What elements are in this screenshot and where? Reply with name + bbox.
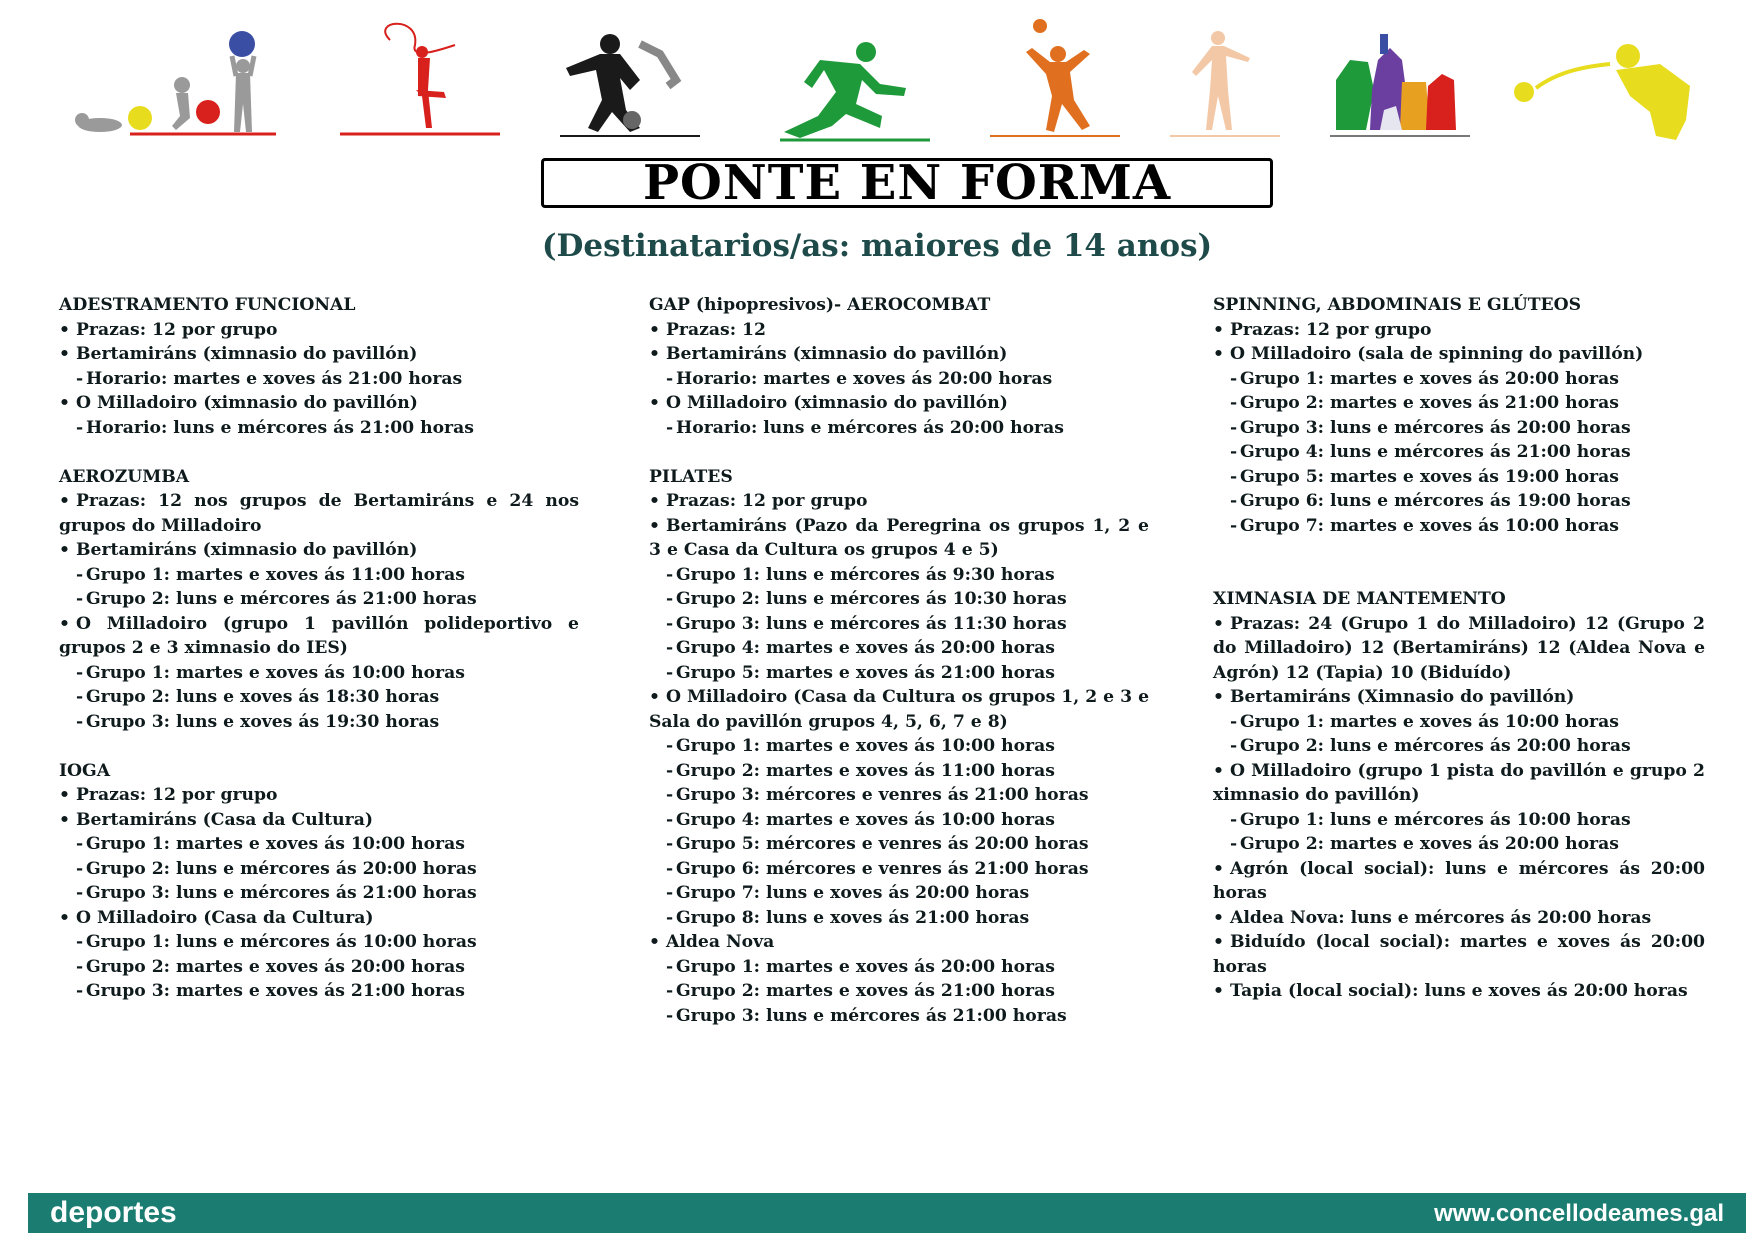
schedule-line (649, 857, 1149, 882)
location-bullet (649, 930, 1149, 955)
bullet-icon: • (59, 319, 70, 340)
dash-icon: - (1230, 393, 1238, 413)
location-bullet (649, 318, 1149, 343)
activity-section (649, 293, 1149, 440)
line-text: O Milladoiro (grupo 1 pista do pavillón e grupo 2 ximnasio do pavillón) (1213, 760, 1705, 805)
location-bullet (649, 342, 1149, 367)
line-text: O Milladoiro (grupo 1 pavillón polideportivo e grupos 2 e 3 ximnasio do IES) (59, 613, 579, 658)
location-bullet (1213, 342, 1705, 367)
schedule-line (1213, 489, 1705, 514)
football-player-icon (560, 34, 700, 136)
dash-icon: - (76, 834, 84, 854)
location-bullet (59, 318, 579, 343)
dash-icon: - (666, 417, 674, 438)
line-text: Prazas: 12 por grupo (76, 785, 278, 805)
line-text: Grupo 1: martes e xoves ás 10:00 horas (86, 662, 465, 683)
schedule-line (59, 955, 579, 980)
activity-title: SPINNING, ABDOMINAIS E GLÚTEOS (1213, 295, 1582, 315)
dash-icon: - (1230, 834, 1238, 854)
location-bullet (1213, 318, 1705, 343)
dash-icon: - (76, 662, 84, 683)
location-bullet (1213, 685, 1705, 710)
schedule-line (649, 734, 1149, 759)
location-bullet (1213, 979, 1705, 1004)
dash-icon: - (666, 956, 674, 977)
schedule-line (649, 832, 1149, 857)
line-text: Prazas: 12 por grupo (666, 491, 868, 511)
line-text: Horario: martes e xoves ás 20:00 horas (676, 368, 1053, 389)
location-bullet (59, 612, 579, 661)
schedule-line (649, 636, 1149, 661)
schedule-line (59, 881, 579, 906)
activity-title: PILATES (649, 466, 733, 487)
bullet-icon: • (59, 785, 70, 805)
location-bullet (649, 489, 1149, 514)
line-text: Bertamiráns (Casa da Cultura) (76, 809, 374, 830)
schedule-line (59, 587, 579, 612)
bullet-icon: • (59, 613, 70, 634)
bullet-icon: • (1213, 907, 1224, 928)
schedule-line (649, 783, 1149, 808)
line-text: Grupo 5: martes e xoves ás 19:00 horas (1240, 466, 1619, 487)
line-text: Grupo 1: martes e xoves ás 10:00 horas (676, 736, 1055, 756)
dash-icon: - (76, 589, 84, 609)
line-text: Grupo 7: luns e xoves ás 20:00 horas (676, 883, 1030, 903)
line-text: Grupo 4: luns e mércores ás 21:00 horas (1240, 442, 1631, 462)
dash-icon: - (76, 417, 84, 438)
line-text: Aldea Nova: luns e mércores ás 20:00 horas (1230, 907, 1652, 928)
line-text: Grupo 1: luns e mércores ás 9:30 horas (676, 564, 1055, 585)
activity-title: ADESTRAMENTO FUNCIONAL (59, 295, 356, 315)
column-3 (1213, 293, 1705, 1028)
line-text: O Milladoiro (sala de spinning do pavillón) (1230, 344, 1644, 364)
dash-icon: - (76, 956, 84, 977)
bullet-icon: • (649, 515, 660, 536)
activity-title: IOGA (59, 760, 111, 781)
shot-put-icon (1514, 44, 1690, 140)
location-bullet (649, 685, 1149, 734)
location-bullet (59, 342, 579, 367)
dash-icon: - (666, 564, 674, 585)
line-text: Grupo 2: luns e mércores ás 20:00 horas (86, 858, 477, 879)
bullet-icon: • (649, 687, 660, 707)
bullet-icon: • (649, 344, 660, 364)
line-text: O Milladoiro (ximnasio do pavillón) (666, 393, 1008, 413)
sports-banner (0, 0, 1754, 150)
location-bullet (1213, 857, 1705, 906)
line-text: Grupo 4: martes e xoves ás 20:00 horas (676, 638, 1055, 658)
location-bullet (649, 514, 1149, 563)
gymnast-ribbon-icon (340, 24, 500, 134)
schedule-line (59, 563, 579, 588)
line-text: Grupo 2: martes e xoves ás 11:00 horas (676, 760, 1055, 781)
schedule-line (649, 1004, 1149, 1029)
line-text: Horario: luns e mércores ás 21:00 horas (86, 417, 474, 438)
dash-icon: - (76, 883, 84, 903)
dash-icon: - (666, 907, 674, 928)
dash-icon: - (1230, 809, 1238, 830)
activity-section (1213, 293, 1705, 538)
bullet-icon: • (649, 491, 660, 511)
location-bullet (59, 538, 579, 563)
dash-icon: - (666, 1005, 674, 1026)
bullet-icon: • (59, 907, 70, 928)
line-text: Grupo 2: martes e xoves ás 21:00 horas (676, 981, 1055, 1001)
activity-title: XIMNASIA DE MANTEMENTO (1213, 589, 1506, 609)
dash-icon: - (666, 589, 674, 609)
bullet-icon: • (649, 393, 660, 413)
line-text: Tapia (local social): luns e xoves ás 20:00 horas (1230, 981, 1688, 1001)
schedule-line (59, 661, 579, 686)
line-text: Grupo 2: luns e mércores ás 20:00 horas (1240, 736, 1631, 756)
schedule-line (1213, 440, 1705, 465)
runner-icon (780, 42, 930, 140)
schedule-line (1213, 416, 1705, 441)
schedule-line (649, 563, 1149, 588)
line-text: Grupo 1: martes e xoves ás 10:00 horas (1240, 711, 1619, 732)
footer-website-link[interactable]: www.concellodeames.gal (1434, 1200, 1724, 1227)
line-text: Bertamiráns (ximnasio do pavillón) (666, 344, 1008, 364)
dash-icon: - (76, 368, 84, 389)
line-text: Grupo 3: luns e mércores ás 11:30 horas (676, 613, 1067, 634)
line-text: Grupo 4: martes e xoves ás 10:00 horas (676, 809, 1055, 830)
line-text: Grupo 3: mércores e venres ás 21:00 horas (676, 785, 1089, 805)
line-text: O Milladoiro (ximnasio do pavillón) (76, 393, 418, 413)
line-text: Prazas: 12 por grupo (1230, 319, 1432, 340)
location-bullet (1213, 906, 1705, 931)
schedule-line (1213, 710, 1705, 735)
line-text: Grupo 1: luns e mércores ás 10:00 horas (1240, 809, 1631, 830)
location-bullet (1213, 930, 1705, 979)
dash-icon: - (1230, 466, 1238, 487)
line-text: Grupo 3: luns e mércores ás 20:00 horas (1240, 417, 1631, 438)
bullet-icon: • (59, 809, 70, 830)
bullet-icon: • (59, 344, 70, 364)
line-text: Aldea Nova (666, 932, 775, 952)
activity-section (1213, 587, 1705, 1004)
bullet-icon: • (1213, 760, 1224, 781)
schedule-line (649, 955, 1149, 980)
activity-title: GAP (hipopresivos)- AEROCOMBAT (649, 295, 991, 315)
dash-icon: - (666, 809, 674, 830)
location-bullet (1213, 612, 1705, 686)
line-text: Grupo 2: luns e mércores ás 10:30 horas (676, 589, 1067, 609)
schedule-line (649, 906, 1149, 931)
line-text: Grupo 3: luns e mércores ás 21:00 horas (676, 1005, 1067, 1026)
schedule-line (59, 857, 579, 882)
line-text: Grupo 3: luns e mércores ás 21:00 horas (86, 883, 477, 903)
dash-icon: - (666, 883, 674, 903)
line-text: Bertamiráns (ximnasio do pavillón) (76, 344, 418, 364)
dash-icon: - (666, 785, 674, 805)
column-1 (59, 293, 579, 1028)
page-subtitle: (Destinatarios/as: maiores de 14 anos) (541, 228, 1213, 264)
bullet-icon: • (1213, 344, 1224, 364)
dash-icon: - (76, 564, 84, 585)
activity-section (59, 759, 579, 1004)
schedule-line (649, 416, 1149, 441)
line-text: Grupo 2: luns e mércores ás 21:00 horas (86, 589, 477, 609)
dash-icon: - (666, 662, 674, 683)
line-text: Grupo 1: martes e xoves ás 11:00 horas (86, 564, 465, 585)
schedule-line (1213, 734, 1705, 759)
line-text: Agrón (local social): luns e mércores ás 20:00 horas (1213, 858, 1705, 903)
dash-icon: - (1230, 711, 1238, 732)
dash-icon: - (666, 638, 674, 658)
bullet-icon: • (1213, 613, 1224, 634)
dash-icon: - (1230, 417, 1238, 438)
dash-icon: - (666, 760, 674, 781)
line-text: Bertamiráns (Pazo da Peregrina os grupos 1, 2 e 3 e Casa da Cultura os grupos 4 e 5) (649, 515, 1149, 560)
schedule-line (649, 979, 1149, 1004)
location-bullet (649, 391, 1149, 416)
dash-icon: - (1230, 442, 1238, 462)
line-text: Grupo 1: martes e xoves ás 20:00 horas (676, 956, 1055, 977)
location-bullet (59, 808, 579, 833)
dash-icon: - (666, 834, 674, 854)
line-text: Grupo 3: luns e xoves ás 19:30 horas (86, 711, 440, 732)
dash-icon: - (666, 736, 674, 756)
bullet-icon: • (59, 540, 70, 560)
schedule-line (1213, 808, 1705, 833)
line-text: Biduído (local social): martes e xoves ás 20:00 horas (1213, 932, 1705, 977)
schedule-line (649, 661, 1149, 686)
dash-icon: - (1230, 736, 1238, 756)
dash-icon: - (666, 368, 674, 389)
title-box (541, 155, 1273, 211)
line-text: Horario: luns e mércores ás 20:00 horas (676, 417, 1064, 438)
dash-icon: - (1230, 491, 1238, 511)
volleyball-player-icon (990, 19, 1120, 136)
line-text: Bertamiráns (ximnasio do pavillón) (76, 540, 418, 560)
activity-title: AEROZUMBA (59, 466, 190, 487)
schedule-line (1213, 465, 1705, 490)
schedule-line (649, 367, 1149, 392)
bullet-icon: • (1213, 319, 1224, 340)
skater-icon (1170, 31, 1280, 136)
dash-icon: - (666, 981, 674, 1001)
dash-icon: - (666, 858, 674, 879)
line-text: Grupo 2: martes e xoves ás 20:00 horas (86, 956, 465, 977)
chess-pieces-icon (1330, 34, 1470, 136)
dash-icon: - (76, 858, 84, 879)
activity-section (59, 293, 579, 440)
line-text: Grupo 5: mércores e venres ás 20:00 horas (676, 834, 1089, 854)
bullet-icon: • (59, 491, 70, 511)
schedule-line (649, 587, 1149, 612)
line-text: Grupo 7: martes e xoves ás 10:00 horas (1240, 515, 1619, 536)
bullet-icon: • (1213, 932, 1224, 952)
baby-ball-icon (75, 31, 276, 134)
line-text: Grupo 1: martes e xoves ás 10:00 horas (86, 834, 465, 854)
location-bullet (59, 783, 579, 808)
schedule-line (1213, 832, 1705, 857)
line-text: Grupo 2: martes e xoves ás 21:00 horas (1240, 393, 1619, 413)
schedule-line (59, 710, 579, 735)
line-text: Grupo 2: martes e xoves ás 20:00 horas (1240, 834, 1619, 854)
line-text: Prazas: 12 por grupo (76, 319, 278, 340)
dash-icon: - (76, 711, 84, 732)
line-text: O Milladoiro (Casa da Cultura) (76, 907, 374, 928)
bullet-icon: • (1213, 687, 1224, 707)
line-text: Grupo 8: luns e xoves ás 21:00 horas (676, 907, 1030, 928)
schedule-line (1213, 514, 1705, 539)
location-bullet (59, 906, 579, 931)
dash-icon: - (1230, 515, 1238, 536)
schedule-line (59, 685, 579, 710)
line-text: Grupo 3: martes e xoves ás 21:00 horas (86, 981, 465, 1001)
location-bullet (59, 391, 579, 416)
line-text: Prazas: 24 (Grupo 1 do Milladoiro) 12 (Grupo 2 do Milladoiro) 12 (Bertamiráns) 12 (Aldea Nova e Agrón) 12 (Tapia) 10 (Biduído) (1213, 613, 1705, 683)
line-text: Horario: martes e xoves ás 21:00 horas (86, 368, 463, 389)
dash-icon: - (76, 981, 84, 1001)
schedule-line (59, 367, 579, 392)
schedule-line (59, 832, 579, 857)
line-text: Grupo 2: luns e xoves ás 18:30 horas (86, 687, 440, 707)
activity-section (649, 465, 1149, 1029)
bullet-icon: • (1213, 981, 1224, 1001)
line-text: Grupo 5: martes e xoves ás 21:00 horas (676, 662, 1055, 683)
schedule-line (59, 979, 579, 1004)
line-text: Prazas: 12 nos grupos de Bertamiráns e 24 nos grupos do Milladoiro (59, 491, 579, 536)
schedule-line (1213, 367, 1705, 392)
location-bullet (59, 489, 579, 538)
schedule-line (649, 881, 1149, 906)
dash-icon: - (76, 932, 84, 952)
schedule-line (59, 416, 579, 441)
dash-icon: - (666, 613, 674, 634)
footer-bar (28, 1193, 1746, 1233)
bullet-icon: • (649, 319, 660, 340)
schedule-line (59, 930, 579, 955)
activity-section (59, 465, 579, 735)
bullet-icon: • (1213, 858, 1224, 879)
line-text: Grupo 6: luns e mércores ás 19:00 horas (1240, 491, 1631, 511)
line-text: Bertamiráns (Ximnasio do pavillón) (1230, 687, 1575, 707)
location-bullet (1213, 759, 1705, 808)
line-text: O Milladoiro (Casa da Cultura os grupos 1, 2 e 3 e Sala do pavillón grupos 4, 5, 6, 7 e 8) (649, 687, 1149, 732)
footer-department: deportes (50, 1196, 177, 1229)
schedule-line (1213, 391, 1705, 416)
bullet-icon: • (649, 932, 660, 952)
page-title: PONTE EN FORMA (642, 155, 1172, 211)
line-text: Prazas: 12 (666, 319, 766, 340)
column-2 (649, 293, 1149, 1053)
bullet-icon: • (59, 393, 70, 413)
schedule-line (649, 759, 1149, 784)
line-text: Grupo 1: luns e mércores ás 10:00 horas (86, 932, 477, 952)
dash-icon: - (76, 687, 84, 707)
dash-icon: - (1230, 368, 1238, 389)
schedule-line (649, 808, 1149, 833)
line-text: Grupo 1: martes e xoves ás 20:00 horas (1240, 368, 1619, 389)
schedule-line (649, 612, 1149, 637)
line-text: Grupo 6: mércores e venres ás 21:00 horas (676, 858, 1089, 879)
